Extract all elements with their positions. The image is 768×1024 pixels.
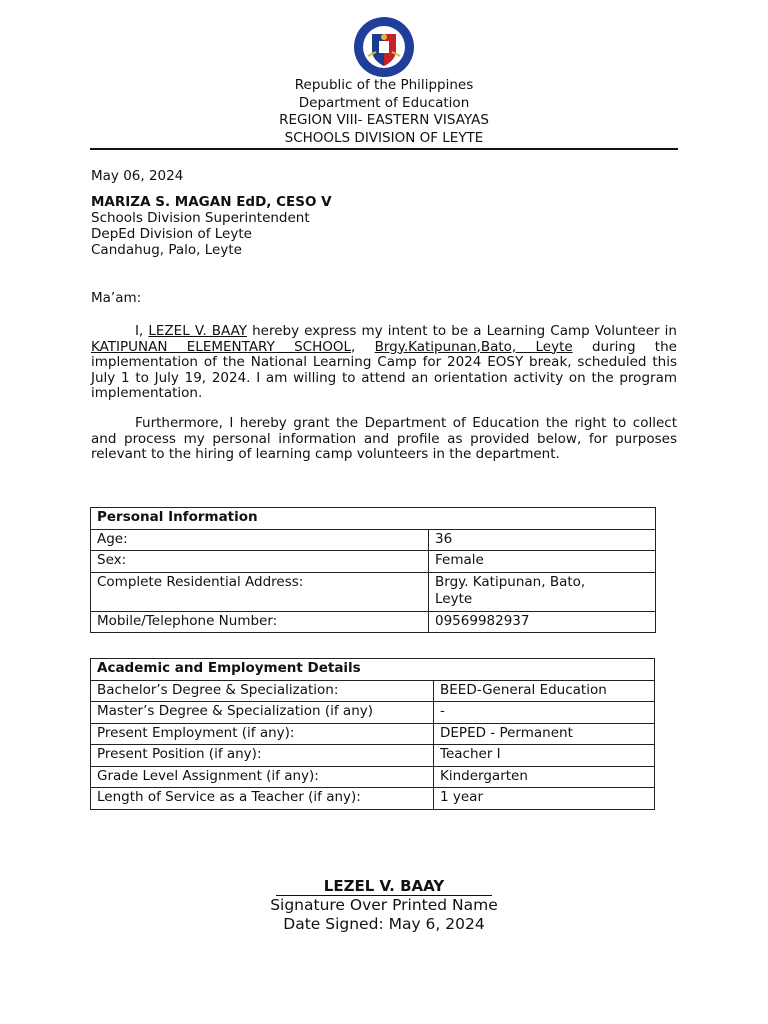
header-republic: Republic of the Philippines xyxy=(294,77,474,93)
row-label: Master’s Degree & Specialization (if any) xyxy=(91,702,434,724)
p1-text-d: during the implementation of the National Learning Camp for 2024 EOSY break, scheduled this July 1 to July 19, 2024. I am willing to attend an orientation activity on the program implementation. xyxy=(91,338,677,401)
table-row xyxy=(91,766,655,788)
row-value: 09569982937 xyxy=(429,611,656,633)
school-location: Brgy.Katipunan,Bato, Leyte xyxy=(374,338,573,355)
p1-lead: I, xyxy=(135,323,149,339)
row-label: Complete Residential Address: xyxy=(91,572,429,611)
header-divider xyxy=(90,148,678,150)
consent-paragraph xyxy=(91,416,677,463)
deped-seal-icon xyxy=(344,16,424,78)
signature-block xyxy=(0,876,768,934)
school-name: KATIPUNAN ELEMENTARY SCHOOL xyxy=(91,338,352,355)
row-label: Present Employment (if any): xyxy=(91,723,434,745)
table-row xyxy=(91,723,655,745)
row-label: Mobile/Telephone Number: xyxy=(91,611,429,633)
academic-info-heading: Academic and Employment Details xyxy=(91,659,655,681)
row-label: Grade Level Assignment (if any): xyxy=(91,766,434,788)
intent-paragraph xyxy=(91,324,677,402)
row-value: Brgy. Katipunan, Bato, Leyte xyxy=(429,572,656,611)
row-value: Female xyxy=(429,551,656,573)
table-row xyxy=(91,572,656,611)
table-row xyxy=(91,611,656,633)
row-label: Length of Service as a Teacher (if any): xyxy=(91,788,434,810)
consent-text: Furthermore, I hereby grant the Department of Education the right to collect and process my personal information and profile as provided below, for purposes relevant to the hiring of learning camp volunteers in the department. xyxy=(91,415,677,462)
table-row xyxy=(91,702,655,724)
p1-text-c: , xyxy=(351,338,375,355)
addressee-office: DepEd Division of Leyte xyxy=(91,226,252,242)
row-label: Present Position (if any): xyxy=(91,745,434,767)
table-row xyxy=(91,680,655,702)
row-label: Sex: xyxy=(91,551,429,573)
signatory-name: LEZEL V. BAAY xyxy=(276,877,492,896)
signature-caption: Signature Over Printed Name xyxy=(270,896,498,914)
letterhead xyxy=(0,77,768,147)
personal-info-table xyxy=(90,507,656,633)
row-value: - xyxy=(434,702,655,724)
header-division: SCHOOLS DIVISION OF LEYTE xyxy=(284,129,484,146)
row-value: 36 xyxy=(429,529,656,551)
header-department: Department of Education xyxy=(298,94,470,111)
row-label: Age: xyxy=(91,529,429,551)
addressee-address: Candahug, Palo, Leyte xyxy=(91,242,242,258)
row-value: 1 year xyxy=(434,788,655,810)
salutation: Ma’am: xyxy=(91,290,142,306)
addressee-name: MARIZA S. MAGAN EdD, CESO V xyxy=(91,194,332,210)
row-value: BEED-General Education xyxy=(434,680,655,702)
table-row xyxy=(91,788,655,810)
date-signed: Date Signed: May 6, 2024 xyxy=(283,915,485,933)
table-row xyxy=(91,551,656,573)
row-label: Bachelor’s Degree & Specialization: xyxy=(91,680,434,702)
row-value: Kindergarten xyxy=(434,766,655,788)
p1-text-b: hereby express my intent to be a Learning Camp Volunteer in xyxy=(247,323,677,339)
personal-info-heading: Personal Information xyxy=(91,508,656,530)
row-value: Teacher I xyxy=(434,745,655,767)
volunteer-name: LEZEL V. BAAY xyxy=(148,323,248,339)
table-row xyxy=(91,529,656,551)
academic-info-table xyxy=(90,658,655,810)
addressee-block xyxy=(91,194,332,258)
addressee-title: Schools Division Superintendent xyxy=(91,210,310,226)
header-region: REGION VIII- EASTERN VISAYAS xyxy=(279,112,489,128)
row-value: DEPED - Permanent xyxy=(434,723,655,745)
letter-date: May 06, 2024 xyxy=(91,168,184,184)
table-row xyxy=(91,745,655,767)
